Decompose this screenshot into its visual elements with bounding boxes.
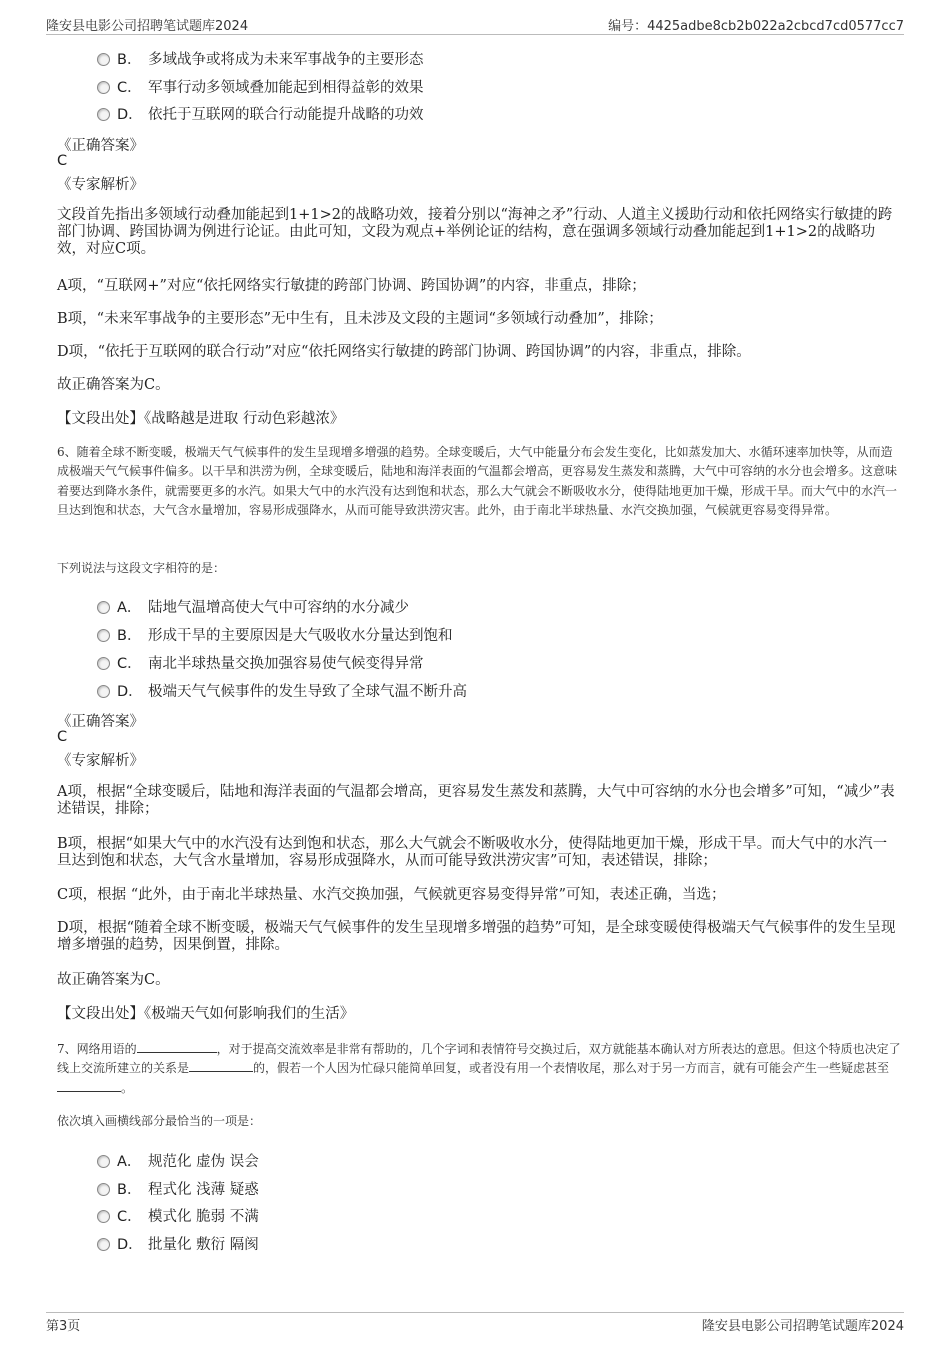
footer-title: 隆安县电影公司招聘笔试题库2024 — [701, 1319, 904, 1334]
radio-icon[interactable] — [97, 1183, 110, 1196]
header-serial: 编号：4425adbe8cb2b022a2cbcd7cd0577cc7 — [608, 19, 904, 34]
radio-icon[interactable] — [97, 657, 110, 670]
radio-icon[interactable] — [97, 685, 110, 698]
q5-analysis-summary: 文段首先指出多领域行动叠加能起到1+1>2的战略功效，接着分别以“海神之矛”行动、人道主义援助行动和依托网络实行敏捷的跨部门协调、跨国协调为例进行论证。由此可知，文段为观点+举例论证的结构，意在强调多领域行动叠加能起到1+1>2的战略功效，对应C项。 — [57, 207, 893, 257]
radio-icon[interactable] — [97, 629, 110, 642]
fill-blank-1[interactable] — [137, 1040, 217, 1053]
q6-analysis-label: 《专家解析》 — [57, 753, 144, 769]
q5-source: 【文段出处】《战略越是进取 行动色彩越浓》 — [57, 411, 345, 427]
radio-icon[interactable] — [97, 108, 110, 121]
q7-prompt: 依次填入画横线部分最恰当的一项是： — [57, 1114, 262, 1128]
q6-source: 【文段出处】《极端天气如何影响我们的生活》 — [57, 1006, 355, 1022]
q5-analysis-label: 《专家解析》 — [57, 177, 144, 193]
q6-analysis-a: A项，根据“全球变暖后，陆地和海洋表面的气温都会增高，更容易发生蒸发和蒸腾，大气中可容纳的水分也会增多”可知，“减少”表述错误，排除； — [57, 784, 895, 817]
header-title: 隆安县电影公司招聘笔试题库2024 — [46, 19, 249, 34]
q5-answer-label: 《正确答案》 — [57, 138, 144, 154]
q6-prompt: 下列说法与这段文字相符的是： — [57, 561, 226, 575]
q6-analysis-d: D项，根据“随着全球不断变暖，极端天气气候事件的发生呈现增多增强的趋势”可知，是全球变暖使得极端天气气候事件的发生呈现增多增强的趋势，因果倒置，排除。 — [57, 920, 896, 953]
radio-icon[interactable] — [97, 601, 110, 614]
radio-icon[interactable] — [97, 53, 110, 66]
q5-answer: C — [57, 153, 68, 169]
fill-blank-3[interactable] — [57, 1079, 121, 1092]
q7-stem: 7、网络用语的 ，对于提高交流效率是非常有帮助的，几个字词和表情符号交换过后，双方就能基本确认对方所表达的意思。但这个特质也决定了线上交流所建立的关系是 的，假若一个人因为忙碌只能简单回复，或者没有用一个表情收尾，那么对于另一方而言，就有可能会产生一些疑虑甚至。 — [57, 1042, 901, 1095]
q6-conclusion: 故正确答案为C。 — [57, 972, 170, 988]
q6-answer: C — [57, 729, 68, 745]
fill-blank-2[interactable] — [189, 1059, 253, 1072]
page-footer — [46, 1312, 904, 1335]
q6-stem: 6、随着全球不断变暖，极端天气气候事件的发生呈现增多增强的趋势。全球变暖后，大气中能量分布会发生变化，比如蒸发加大、水循环速率加快等，从而造成极端天气气候事件偏多。以干旱和洪涝为例，全球变暖后，陆地和海洋表面的气温都会增高，更容易发生蒸发和蒸腾，大气中可容纳的水分也会增多。这意味着要达到降水条件，就需要更多的水汽。如果大气中的水汽没有达到饱和状态，那么大气就会不断吸收水分，使得陆地更加干燥，形成干旱。而大气中的水汽一旦达到饱和状态，大气含水量增加，容易形成强降水，从而可能导致洪涝灾害。此外，由于南北半球热量、水汽交换加强，气候就更容易变得异常。 — [57, 445, 898, 518]
q5-analysis-d: D项，“依托于互联网的联合行动”对应“依托网络实行敏捷的跨部门协调、跨国协调”的内容，非重点，排除。 — [57, 344, 751, 360]
page-number: 第3页 — [46, 1319, 81, 1334]
q6-answer-label: 《正确答案》 — [57, 714, 144, 730]
radio-icon[interactable] — [97, 81, 110, 94]
q5-conclusion: 故正确答案为C。 — [57, 377, 170, 393]
radio-icon[interactable] — [97, 1238, 110, 1251]
page-header — [46, 12, 904, 35]
radio-icon[interactable] — [97, 1155, 110, 1168]
q6-analysis-c: C项，根据 “此外，由于南北半球热量、水汽交换加强，气候就更容易变得异常”可知，表述正确，当选； — [57, 887, 726, 903]
q5-analysis-a: A项，“互联网+”对应“依托网络实行敏捷的跨部门协调、跨国协调”的内容，非重点，排除； — [57, 278, 646, 294]
radio-icon[interactable] — [97, 1210, 110, 1223]
q5-analysis-b: B项，“未来军事战争的主要形态”无中生有，且未涉及文段的主题词“多领域行动叠加”，排除； — [57, 311, 663, 327]
q6-analysis-b: B项，根据“如果大气中的水汽没有达到饱和状态，那么大气就会不断吸收水分，使得陆地更加干燥，形成干旱。而大气中的水汽一旦达到饱和状态，大气含水量增加，容易形成强降水，从而可能导致洪涝灾害”可知，表述错误，排除； — [57, 836, 888, 869]
